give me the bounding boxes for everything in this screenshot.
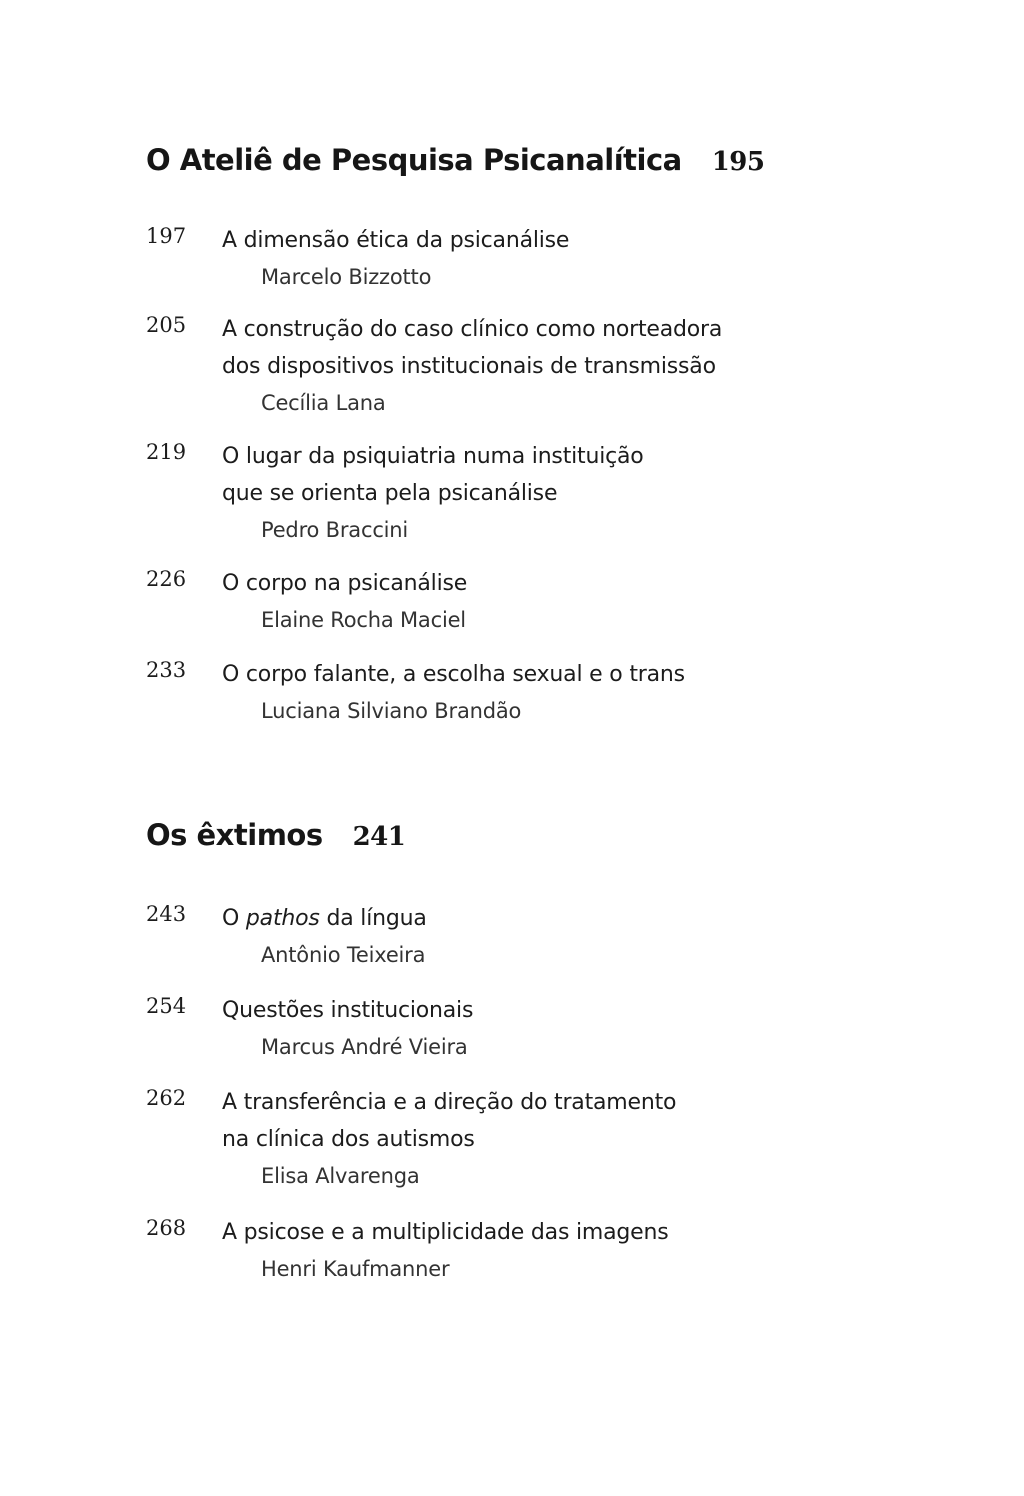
entry-author: Cecília Lana [261,391,386,415]
section-heading [146,143,765,177]
entry-title: A construção do caso clínico como norteadora [222,317,723,342]
toc-entry[interactable] [146,222,906,296]
section-title: Os êxtimos [146,818,323,852]
entry-title-continued: dos dispositivos institucionais de transmissão [222,354,716,379]
entry-page-number: 226 [146,567,187,591]
entry-page-number: 197 [146,224,187,248]
entry-title: O lugar da psiquiatria numa instituição [222,444,644,469]
entry-page-number: 268 [146,1216,187,1240]
entry-author: Elisa Alvarenga [261,1164,420,1188]
entry-title-italic-part: pathos [245,906,320,931]
toc-entry[interactable] [146,992,906,1066]
entry-title: O corpo falante, a escolha sexual e o trans [222,662,685,687]
entry-author: Marcelo Bizzotto [261,265,432,289]
entry-page-number: 205 [146,313,187,337]
toc-entry[interactable] [146,311,906,422]
entry-title [222,900,906,937]
entry-page-number: 262 [146,1086,187,1110]
entry-author: Luciana Silviano Brandão [261,699,522,723]
section-page-number: 195 [711,147,765,177]
entry-page-number: 254 [146,994,187,1018]
section-heading [146,818,405,852]
entry-title-continued: que se orienta pela psicanálise [222,481,558,506]
toc-entry[interactable] [146,1214,906,1288]
toc-entry[interactable] [146,656,906,730]
entry-title-part: O [222,906,246,931]
entry-page-number: 219 [146,440,187,464]
entry-author: Elaine Rocha Maciel [261,608,466,632]
toc-entry[interactable] [146,565,906,639]
entry-title: Questões institucionais [222,998,474,1023]
entry-author: Marcus André Vieira [261,1035,468,1059]
toc-entry[interactable] [146,438,906,549]
entry-title: A psicose e a multiplicidade das imagens [222,1220,669,1245]
entry-title: O corpo na psicanálise [222,571,468,596]
entry-author: Antônio Teixeira [261,943,426,967]
entry-title: A transferência e a direção do tratamento [222,1090,677,1115]
entry-page-number: 233 [146,658,187,682]
entry-page-number: 243 [146,902,187,926]
toc-entry[interactable] [146,900,906,974]
entry-title: A dimensão ética da psicanálise [222,228,570,253]
entry-author: Pedro Braccini [261,518,409,542]
section-title: O Ateliê de Pesquisa Psicanalítica [146,143,682,177]
toc-entry[interactable] [146,1084,906,1195]
section-page-number: 241 [352,822,406,852]
entry-title-continued: na clínica dos autismos [222,1127,475,1152]
entry-title-part: da língua [319,906,427,931]
entry-author: Henri Kaufmanner [261,1257,450,1281]
